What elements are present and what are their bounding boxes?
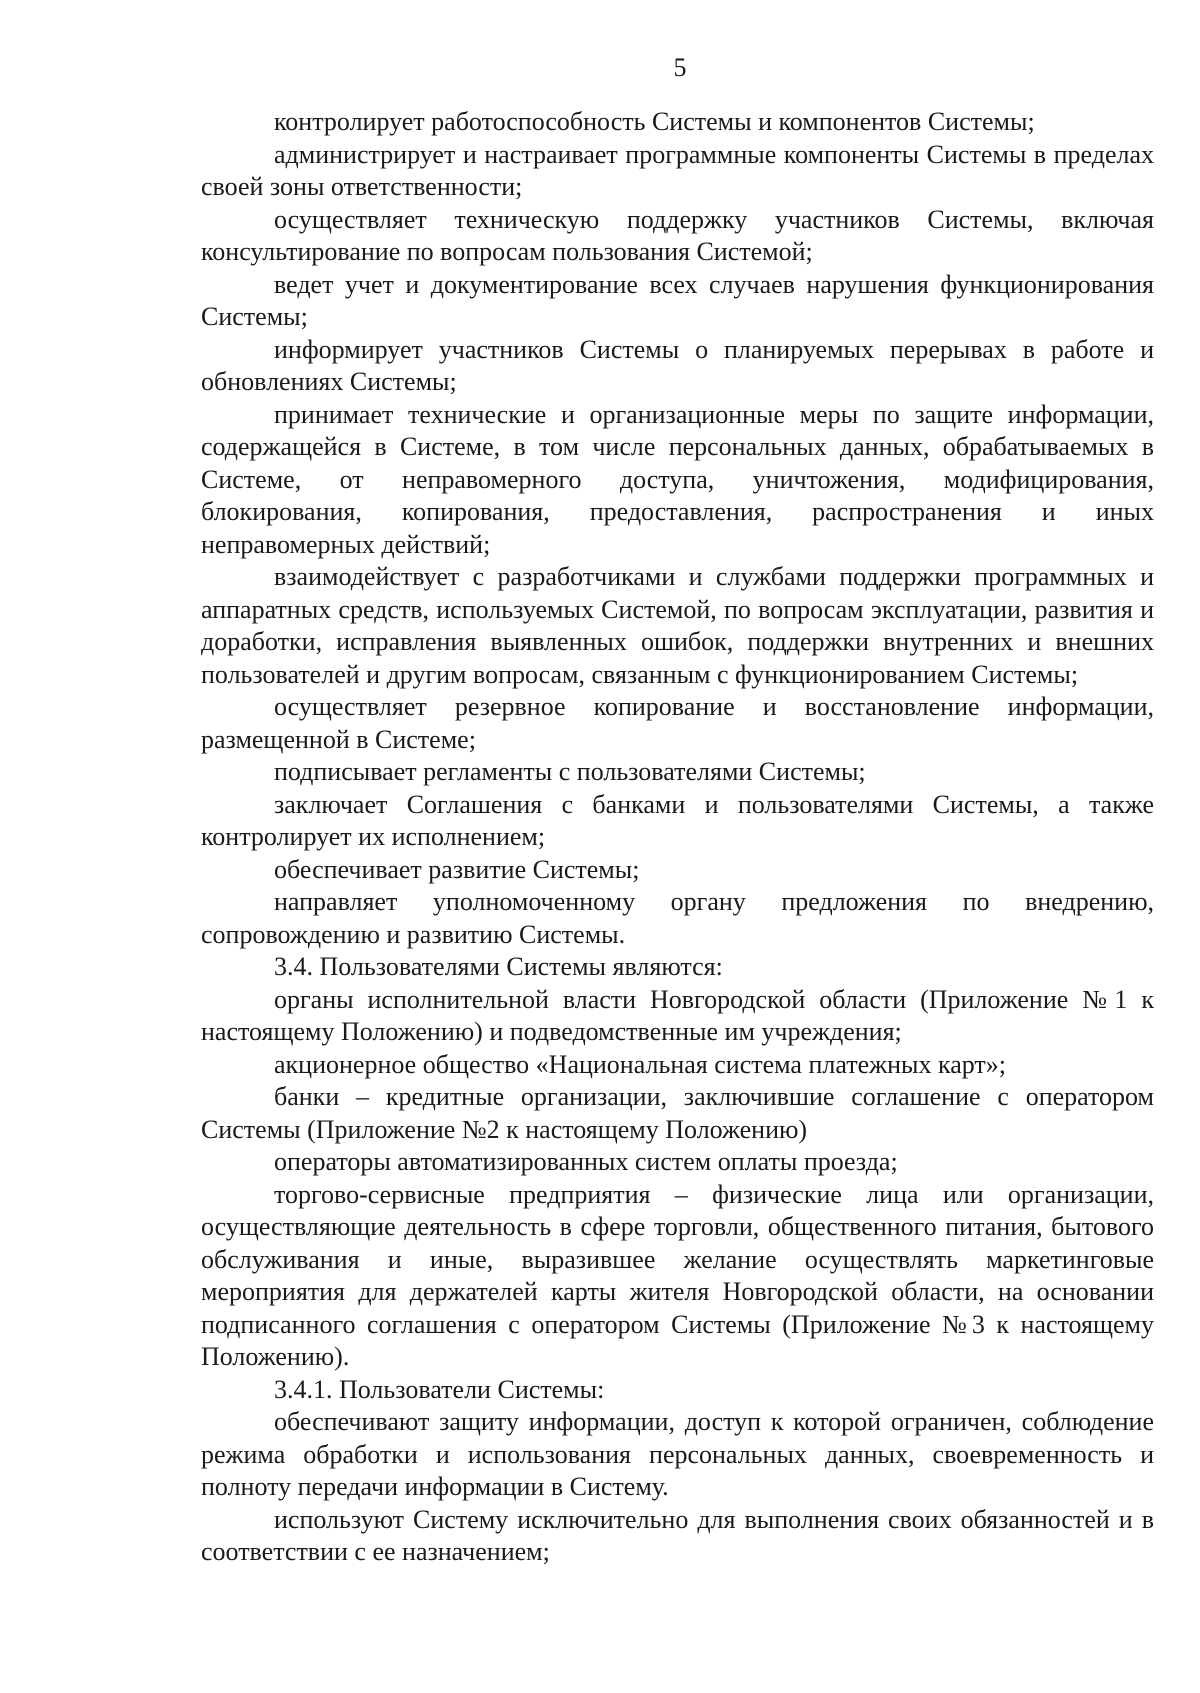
paragraph: операторы автоматизированных систем оплаты проезда; — [274, 1147, 898, 1176]
paragraph: используют Систему исключительно для выполнения своих обязанностей и в соответствии с ее назначением; — [201, 1504, 1154, 1566]
paragraph: обеспечивает развитие Системы; — [274, 854, 640, 884]
document-body — [201, 106, 1154, 1569]
paragraph: принимает технические и организационные меры по защите информации, содержащейся в Системе, в том числе персональных данных, обрабатываемых в Системе, от неправомерного доступа, уничтожения, модифицирования, блокирования, копирования, предоставления, распространения и иных неправомерных действий; — [201, 399, 1154, 559]
paragraph: ведет учет и документирование всех случаев нарушения функционирования Системы; — [201, 269, 1154, 331]
paragraph: администрирует и настраивает программные компоненты Системы в пределах своей зоны ответственности; — [201, 139, 1154, 201]
paragraph: акционерное общество «Национальная система платежных карт»; — [274, 1049, 1006, 1079]
page-number: 5 — [673, 53, 687, 82]
paragraph: направляет уполномоченному органу предложения по внедрению, сопровождению и развитию Системы. — [201, 887, 1154, 949]
paragraph: заключает Соглашения с банками и пользователями Системы, а также контролирует их исполнением; — [201, 789, 1154, 851]
paragraph: подписывает регламенты с пользователями Системы; — [274, 757, 866, 786]
paragraph: осуществляет техническую поддержку участников Системы, включая консультирование по вопросам пользования Системой; — [201, 204, 1154, 266]
section-heading: 3.4. Пользователями Системы являются: — [274, 952, 723, 981]
paragraph: информирует участников Системы о планируемых перерывах в работе и обновлениях Системы; — [201, 334, 1154, 396]
paragraph: органы исполнительной власти Новгородской области (Приложение №1 к настоящему Положению) и подведомственные им учреждения; — [201, 984, 1154, 1046]
paragraph: торгово-сервисные предприятия – физические лица или организации, осуществляющие деятельность в сфере торговли, общественного питания, бытового обслуживания и иные, выразившее желание осуществлять маркетинговые мероприятия для держателей карты жителя Новгородской области, на основании подписанного соглашения с оператором Системы (Приложение №3 к настоящему Положению). — [201, 1179, 1154, 1371]
paragraph: осуществляет резервное копирование и восстановление информации, размещенной в Системе; — [201, 692, 1154, 754]
paragraph: контролирует работоспособность Системы и компонентов Системы; — [274, 107, 1035, 136]
paragraph: обеспечивают защиту информации, доступ к которой ограничен, соблюдение режима обработки и использования персональных данных, своевременность и полноту передачи информации в Систему. — [201, 1407, 1154, 1501]
paragraph: взаимодействует с разработчиками и службами поддержки программных и аппаратных средств, используемых Системой, по вопросам эксплуатации, развития и доработки, исправления выявленных ошибок, поддержки внутренних и внешних пользователей и другим вопросам, связанным с функционированием Системы; — [201, 562, 1154, 689]
section-heading: 3.4.1. Пользователи Системы: — [274, 1374, 605, 1404]
paragraph: банки – кредитные организации, заключившие соглашение с оператором Системы (Приложение №2 к настоящему Положению) — [201, 1082, 1154, 1144]
